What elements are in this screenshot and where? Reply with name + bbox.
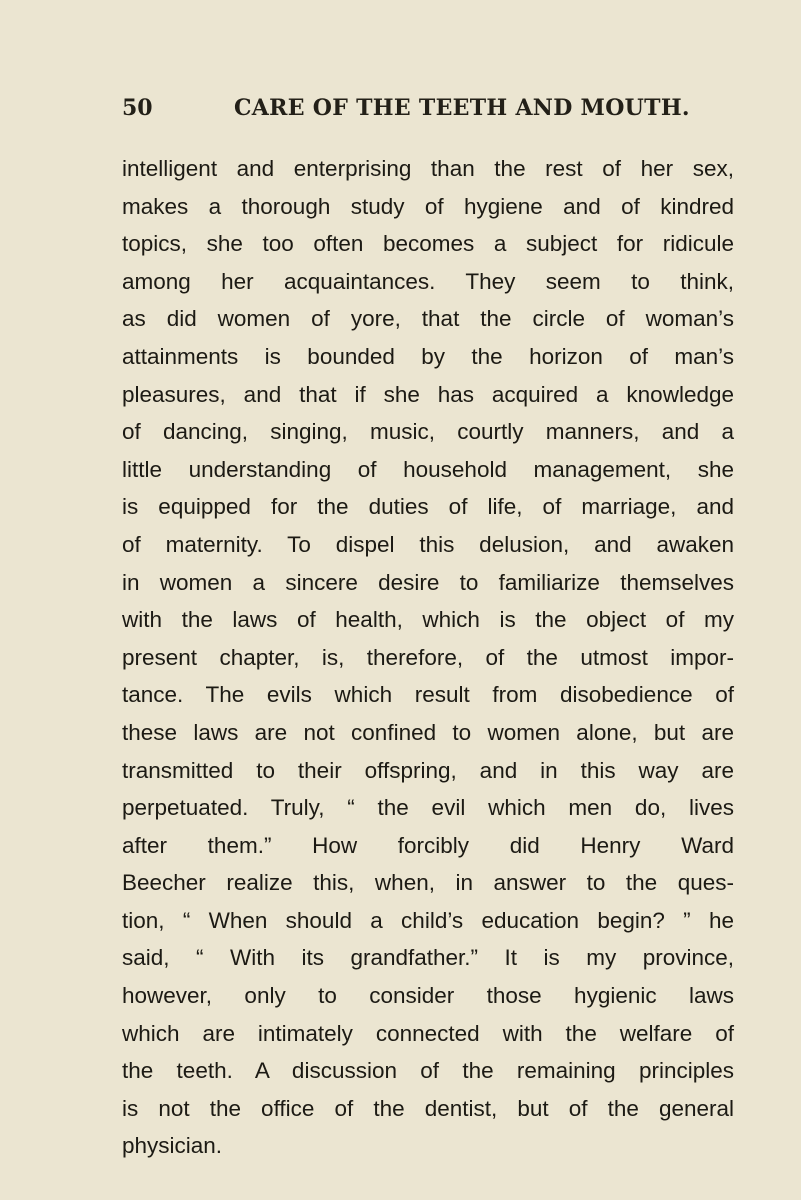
text-line: as did women of yore, that the circle of woman’s: [122, 306, 734, 332]
text-line: little understanding of household management, she: [122, 456, 734, 482]
text-line: of maternity. To dispel this delusion, and awaken: [122, 531, 734, 557]
text-line: which are intimately connected with the welfare of: [122, 1020, 734, 1046]
text-line: is equipped for the duties of life, of marriage, and: [122, 494, 734, 520]
text-line: after them.” How forcibly did Henry Ward: [122, 832, 734, 858]
text-line: among her acquaintances. They seem to think,: [122, 268, 734, 294]
text-line: pleasures, and that if she has acquired a knowledge: [122, 381, 734, 407]
text-line: makes a thorough study of hygiene and of kindred: [122, 193, 734, 219]
text-line: these laws are not confined to women alone, but are: [122, 719, 734, 745]
body-paragraph: [122, 150, 734, 1165]
text-line: physician.: [122, 1133, 223, 1159]
text-line: transmitted to their offspring, and in this way are: [122, 757, 734, 783]
text-line: tion, “ When should a child’s education begin? ” he: [122, 907, 734, 933]
text-line: the teeth. A discussion of the remaining principles: [122, 1058, 734, 1084]
text-line: intelligent and enterprising than the rest of her sex,: [122, 156, 734, 181]
text-line: in women a sincere desire to familiarize themselves: [122, 569, 734, 595]
running-title: CARE OF THE TEETH AND MOUTH.: [234, 95, 690, 121]
text-line: however, only to consider those hygienic laws: [122, 983, 734, 1009]
text-line: perpetuated. Truly, “ the evil which men do, lives: [122, 795, 734, 821]
page-header: [122, 95, 733, 125]
text-line: present chapter, is, therefore, of the utmost impor-: [122, 644, 734, 670]
text-line: tance. The evils which result from disobedience of: [122, 682, 734, 708]
text-line: with the laws of health, which is the object of my: [122, 607, 734, 633]
text-line: Beecher realize this, when, in answer to the ques-: [122, 870, 734, 896]
page-number: 50: [122, 95, 153, 121]
text-line: attainments is bounded by the horizon of man’s: [122, 343, 734, 369]
text-line: said, “ With its grandfather.” It is my province,: [122, 945, 734, 971]
text-line: topics, she too often becomes a subject for ridicule: [122, 231, 734, 257]
text-line: of dancing, singing, music, courtly manners, and a: [122, 419, 734, 445]
text-line: is not the office of the dentist, but of the general: [122, 1095, 734, 1121]
